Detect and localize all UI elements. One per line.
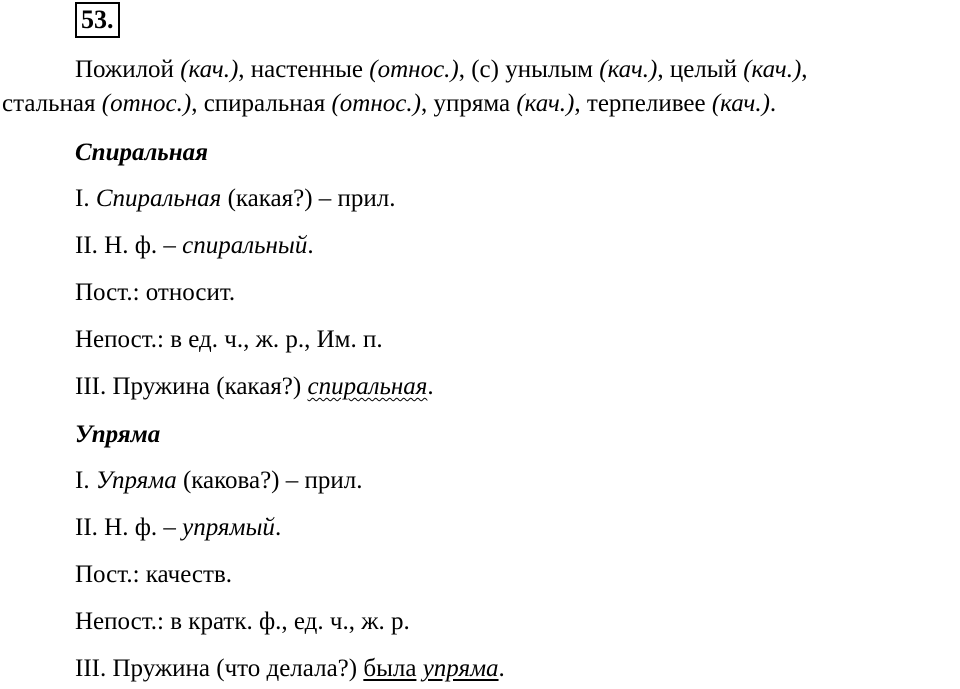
emphasized-run: (кач.): [516, 90, 575, 117]
emphasized-run: спиральный: [182, 232, 308, 259]
analysis-line: [75, 231, 314, 261]
analysis-line: [75, 466, 363, 496]
text-run: Непост.: в кратк. ф., ед. ч., ж. р.: [75, 608, 410, 635]
text-run: , (с) унылым: [458, 56, 600, 83]
emphasized-run: (относ.): [101, 90, 192, 117]
analysis-line: [75, 607, 410, 637]
emphasized-run: (относ.): [331, 90, 421, 117]
exercise-number: 53.: [75, 2, 120, 38]
analysis-line: [75, 513, 281, 543]
section-heading: Спиральная: [75, 139, 208, 166]
text-run: , спиральная: [191, 90, 332, 117]
analysis-line: [75, 325, 383, 355]
text-run: , терпеливее: [574, 90, 712, 117]
emphasized-run: (кач.): [743, 56, 802, 83]
text-run: II. Н. ф. –: [75, 232, 183, 259]
emphasized-run: (кач.): [599, 56, 658, 83]
emphasized-run: (кач.): [711, 90, 770, 117]
text-run: Пожилой: [75, 56, 181, 83]
text-run: (какая?) – прил.: [221, 185, 396, 212]
text-run: III. Пружина (что делала?): [75, 655, 364, 682]
analysis-line: [75, 560, 232, 590]
text-run: III. Пружина (какая?): [75, 373, 308, 400]
analysis-line: [75, 372, 434, 402]
text-run: стальная: [2, 90, 102, 117]
text-run: ,: [801, 56, 808, 83]
text-run: .: [498, 655, 505, 682]
emphasized-run: была: [363, 655, 417, 682]
emphasized-run: спиральная: [307, 373, 428, 400]
text-run: Пост.: относит.: [75, 279, 236, 306]
emphasized-run: (относ.): [369, 56, 459, 83]
analysis-line: [75, 278, 235, 308]
emphasized-run: упряма: [422, 655, 499, 682]
text-run: I.: [75, 467, 96, 494]
analysis-line: [75, 654, 505, 684]
intro-line-2: [2, 89, 776, 119]
analysis-line: [75, 184, 396, 214]
emphasized-run: Упряма: [95, 467, 177, 494]
text-run: .: [769, 90, 777, 117]
text-run: (какова?) – прил.: [176, 467, 363, 494]
emphasized-run: Спиральная: [95, 185, 222, 212]
emphasized-run: (кач.): [180, 56, 239, 83]
emphasized-run: упрямый: [182, 514, 275, 541]
text-run: Непост.: в ед. ч., ж. р., Им. п.: [75, 326, 383, 353]
section-heading: Упряма: [75, 421, 161, 448]
text-run: I.: [75, 185, 96, 212]
text-run: Пост.: качеств.: [75, 561, 232, 588]
text-run: .: [427, 373, 434, 400]
text-run: .: [274, 514, 282, 541]
text-run: , упряма: [420, 90, 517, 117]
intro-line-1: [75, 55, 808, 85]
text-run: , настенные: [238, 56, 370, 83]
text-run: , целый: [657, 56, 744, 83]
text-run: II. Н. ф. –: [75, 514, 183, 541]
text-run: .: [307, 232, 314, 259]
